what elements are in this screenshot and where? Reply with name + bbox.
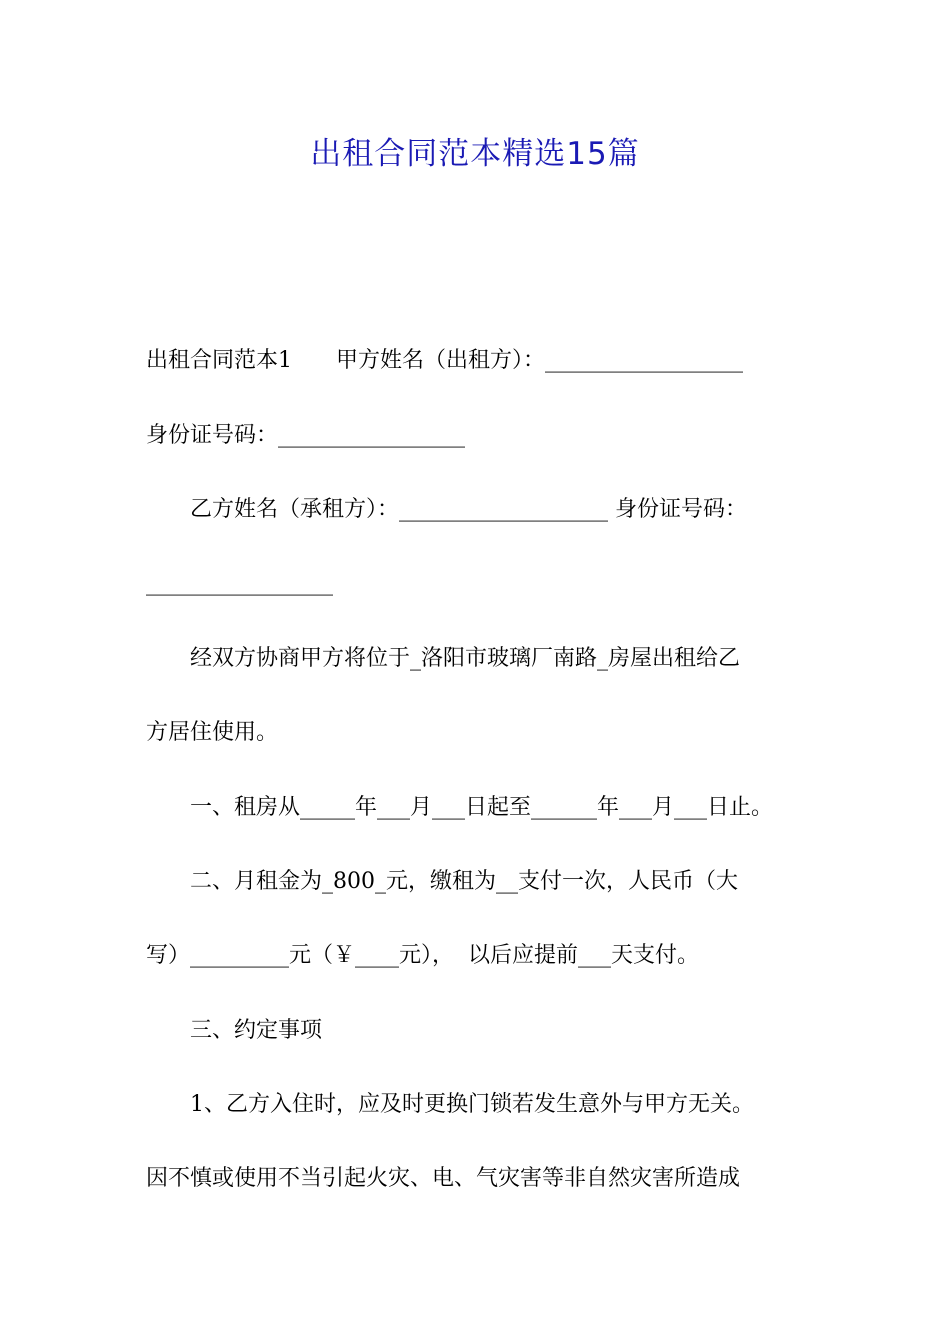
paragraph-line: 二、月租金为_800_元，缴租为__支付一次，人民币（大 — [146, 869, 738, 894]
paragraph-line: 1、乙方入住时，应及时更换门锁若发生意外与甲方无关。 — [146, 1092, 754, 1117]
paragraph-line: 经双方协商甲方将位于_洛阳市玻璃厂南路_房屋出租给乙 — [146, 646, 741, 671]
document-title: 出租合同范本精选15篇 — [310, 136, 640, 172]
paragraph-line: 乙方姓名（承租方）：___________________ 身份证号码： — [146, 497, 747, 522]
paragraph-line: _________________ — [146, 571, 333, 596]
paragraph-line: 三、约定事项 — [146, 1018, 323, 1043]
paragraph-line: 方居住使用。 — [146, 720, 279, 745]
paragraph-line: 因不慎或使用不当引起火灾、电、气灾害等非自然灾害所造成 — [146, 1166, 741, 1191]
paragraph-line: 出租合同范本1 甲方姓名（出租方）：__________________ — [146, 348, 743, 373]
paragraph-line: 一、租房从_____年___月___日起至______年___月___日止。 — [146, 795, 774, 820]
paragraph-line: 写）_________元（￥____元）， 以后应提前___天支付。 — [146, 943, 699, 968]
paragraph-line: 身份证号码：_________________ — [146, 423, 466, 448]
